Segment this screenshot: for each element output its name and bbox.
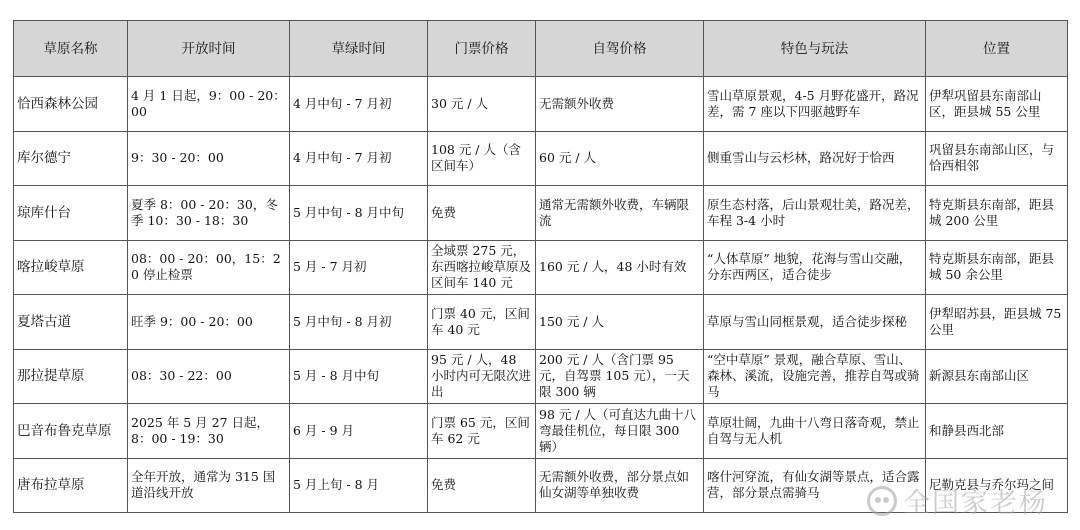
cell-location: 伊犁昭苏县，距县城 75 公里 [926, 295, 1068, 350]
cell-open-time: 夏季 8：00 - 20：30，冬季 10：30 - 18：30 [128, 186, 290, 241]
cell-name: 库尔德宁 [14, 131, 128, 186]
cell-green-time: 5 月中旬 - 8 月初 [290, 295, 428, 350]
cell-features: 原生态村落，后山景观壮美，路况差，车程 3-4 小时 [704, 186, 926, 241]
cell-green-time: 4 月中旬 - 7 月初 [290, 77, 428, 132]
cell-location: 巩留县东南部山区，与恰西相邻 [926, 131, 1068, 186]
cell-features: “空中草原” 景观，融合草原、雪山、森林、溪流，设施完善，推荐自驾或骑马 [704, 349, 926, 404]
cell-ticket-price: 门票 40 元，区间车 40 元 [428, 295, 536, 350]
cell-green-time: 6 月 - 9 月 [290, 404, 428, 459]
header-name: 草原名称 [14, 21, 128, 77]
cell-ticket-price: 108 元 / 人（含区间车） [428, 131, 536, 186]
cell-ticket-price: 30 元 / 人 [428, 77, 536, 132]
table-row [14, 295, 1068, 350]
grassland-table [13, 20, 1068, 513]
cell-self-drive-price: 通常无需额外收费，车辆限流 [536, 186, 704, 241]
cell-name: 巴音布鲁克草原 [14, 404, 128, 459]
cell-location: 特克斯县东南部，距县城 200 公里 [926, 186, 1068, 241]
cell-name: 琼库什台 [14, 186, 128, 241]
cell-location: 尼勒克县与乔尔玛之间 [926, 458, 1068, 513]
cell-green-time: 5 月 - 8 月中旬 [290, 349, 428, 404]
cell-location: 伊犁巩留县东南部山区，距县城 55 公里 [926, 77, 1068, 132]
cell-self-drive-price: 160 元 / 人，48 小时有效 [536, 240, 704, 295]
cell-name: 那拉提草原 [14, 349, 128, 404]
cell-self-drive-price: 无需额外收费，部分景点如仙女湖等单独收费 [536, 458, 704, 513]
cell-green-time: 5 月上旬 - 8 月 [290, 458, 428, 513]
cell-features: 草原与雪山同框景观，适合徒步探秘 [704, 295, 926, 350]
cell-green-time: 4 月中旬 - 7 月初 [290, 131, 428, 186]
cell-self-drive-price: 无需额外收费 [536, 77, 704, 132]
cell-green-time: 5 月中旬 - 8 月中旬 [290, 186, 428, 241]
cell-location: 和静县西北部 [926, 404, 1068, 459]
header-row [14, 21, 1068, 77]
table-row [14, 240, 1068, 295]
header-ticket-price: 门票价格 [428, 21, 536, 77]
cell-open-time: 全年开放，通常为 315 国道沿线开放 [128, 458, 290, 513]
cell-ticket-price: 免费 [428, 458, 536, 513]
header-location: 位置 [926, 21, 1068, 77]
cell-features: “人体草原” 地貌，花海与雪山交融，分东西两区，适合徒步 [704, 240, 926, 295]
cell-name: 喀拉峻草原 [14, 240, 128, 295]
cell-self-drive-price: 200 元 / 人（含门票 95 元，自驾票 105 元），一天限 300 辆 [536, 349, 704, 404]
cell-open-time: 4 月 1 日起，9：00 - 20：00 [128, 77, 290, 132]
cell-location: 新源县东南部山区 [926, 349, 1068, 404]
header-self-drive-price: 自驾价格 [536, 21, 704, 77]
cell-open-time: 9：30 - 20：00 [128, 131, 290, 186]
cell-features: 草原壮阔，九曲十八弯日落奇观，禁止自驾与无人机 [704, 404, 926, 459]
cell-self-drive-price: 60 元 / 人 [536, 131, 704, 186]
table-row [14, 77, 1068, 132]
cell-open-time: 08：00 - 20：00，15：20 停止检票 [128, 240, 290, 295]
cell-location: 特克斯县东南部，距县城 50 余公里 [926, 240, 1068, 295]
cell-open-time: 2025 年 5 月 27 日起，8：00 - 19：30 [128, 404, 290, 459]
cell-self-drive-price: 150 元 / 人 [536, 295, 704, 350]
cell-ticket-price: 免费 [428, 186, 536, 241]
table-row [14, 404, 1068, 459]
header-open-time: 开放时间 [128, 21, 290, 77]
cell-ticket-price: 全域票 275 元，东西喀拉峻草原及区间车 140 元 [428, 240, 536, 295]
cell-ticket-price: 95 元 / 人，48 小时内可无限次进出 [428, 349, 536, 404]
watermark-text: 全国家老杨 [903, 488, 1048, 519]
cell-green-time: 5 月 - 7 月初 [290, 240, 428, 295]
table-container [13, 20, 1067, 513]
table-row [14, 131, 1068, 186]
cell-features: 侧重雪山与云杉林，路况好于恰西 [704, 131, 926, 186]
table-row [14, 458, 1068, 513]
cell-self-drive-price: 98 元 / 人（可直达九曲十八弯最佳机位，每日限 300 辆） [536, 404, 704, 459]
cell-name: 夏塔古道 [14, 295, 128, 350]
cell-open-time: 08：30 - 22：00 [128, 349, 290, 404]
table-row [14, 349, 1068, 404]
cell-features: 雪山草原景观，4-5 月野花盛开，路况差，需 7 座以下四驱越野车 [704, 77, 926, 132]
header-features: 特色与玩法 [704, 21, 926, 77]
cell-features: 喀什河穿流，有仙女湖等景点，适合露营，部分景点需骑马 [704, 458, 926, 513]
header-green-time: 草绿时间 [290, 21, 428, 77]
cell-ticket-price: 门票 65 元，区间车 62 元 [428, 404, 536, 459]
table-row [14, 186, 1068, 241]
cell-name: 唐布拉草原 [14, 458, 128, 513]
cell-name: 恰西森林公园 [14, 77, 128, 132]
cell-open-time: 旺季 9：00 - 20：00 [128, 295, 290, 350]
